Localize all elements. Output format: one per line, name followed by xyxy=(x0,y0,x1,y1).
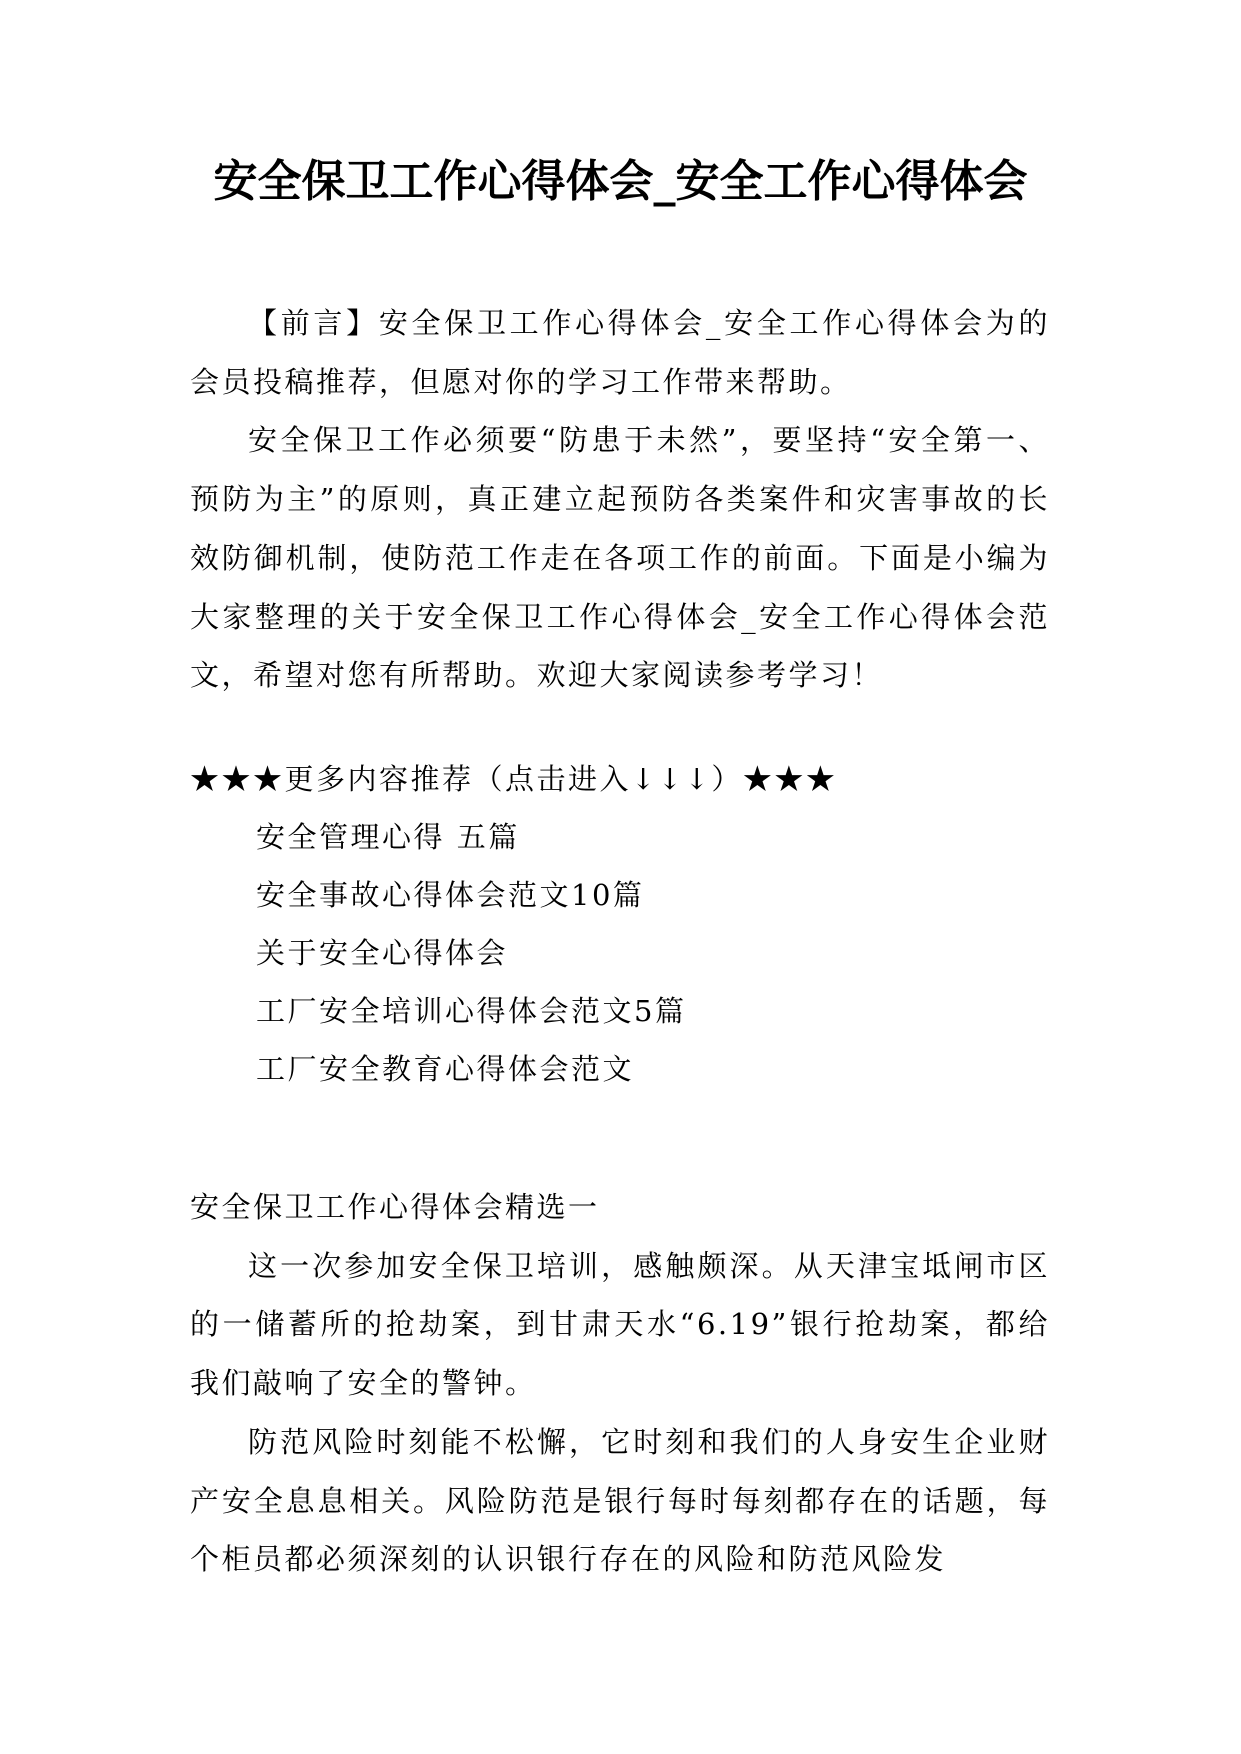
section-paragraph: 防范风险时刻能不松懈，它时刻和我们的人身安生企业财产安全息息相关。风险防范是银行每时每刻都存在的话题，每个柜员都必须深刻的认识银行存在的风险和防范风险发 xyxy=(190,1424,1050,1577)
preface-block xyxy=(190,294,1050,705)
recommendation-link[interactable]: 工厂安全培训心得体会范文5篇 xyxy=(256,994,687,1028)
recommendation-link[interactable]: 安全事故心得体会范文10篇 xyxy=(256,878,645,912)
section-one xyxy=(190,1178,1050,1589)
more-heading: ★★★更多内容推荐（点击进入↓↓↓）★★★ xyxy=(190,762,838,796)
recommendation-link[interactable]: 关于安全心得体会 xyxy=(256,936,509,970)
section-heading: 安全保卫工作心得体会精选一 xyxy=(190,1190,600,1224)
recommendation-link[interactable]: 工厂安全教育心得体会范文 xyxy=(256,1052,635,1086)
recommendation-list xyxy=(190,808,1050,1098)
preface-paragraph: 【前言】安全保卫工作心得体会_安全工作心得体会为的会员投稿推荐，但愿对你的学习工作带来帮助。 xyxy=(190,306,1050,399)
intro-paragraph: 安全保卫工作必须要“防患于未然”，要坚持“安全第一、预防为主”的原则，真正建立起预防各类案件和灾害事故的长效防御机制，使防范工作走在各项工作的前面。下面是小编为大家整理的关于安全保卫工作心得体会_安全工作心得体会范文，希望对您有所帮助。欢迎大家阅读参考学习！ xyxy=(190,423,1050,693)
section-paragraph: 这一次参加安全保卫培训，感触颇深。从天津宝坻闸市区的一储蓄所的抢劫案，到甘肃天水“6.19”银行抢劫案，都给我们敲响了安全的警钟。 xyxy=(190,1248,1050,1401)
more-recommendations xyxy=(190,750,1050,1098)
recommendation-link[interactable]: 安全管理心得 五篇 xyxy=(256,820,520,854)
document-title: 安全保卫工作心得体会_安全工作心得体会 xyxy=(213,156,1028,207)
